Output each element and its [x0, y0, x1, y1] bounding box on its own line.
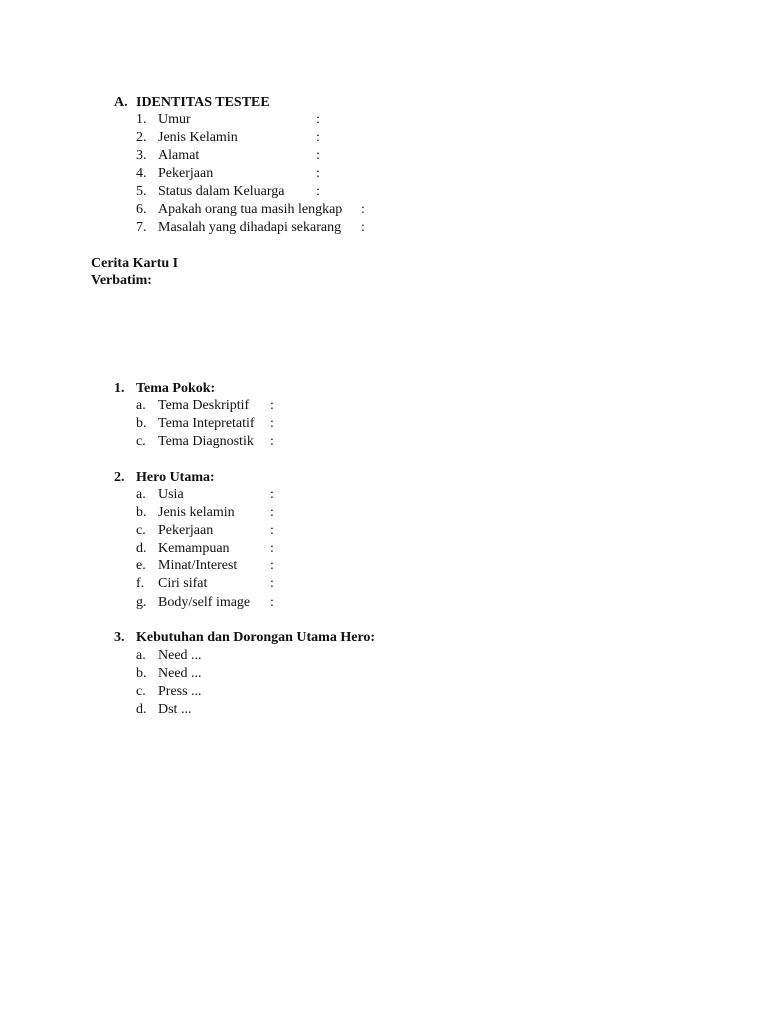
item-label: Tema Diagnostik: [158, 434, 254, 449]
item-letter: e.: [136, 558, 146, 573]
item-label: Pekerjaan: [158, 523, 214, 538]
item-label: Status dalam Keluarga: [158, 184, 285, 199]
verbatim-label: Verbatim:: [91, 273, 152, 288]
item-letter: a.: [136, 648, 146, 663]
item-label: Alamat: [158, 148, 200, 163]
item-number: 2.: [136, 130, 147, 145]
item-colon: :: [316, 112, 320, 127]
item-label: Apakah orang tua masih lengkap: [158, 202, 343, 217]
item-colon: :: [361, 202, 365, 217]
item-label: Need ...: [158, 648, 202, 663]
item-letter: d.: [136, 541, 147, 556]
item-number: 4.: [136, 166, 147, 181]
section-a-marker: A.: [114, 95, 128, 110]
item-label: Masalah yang dihadapi sekarang: [158, 220, 342, 235]
item-colon: :: [270, 434, 274, 449]
item-label: Tema Intepretatif: [158, 416, 255, 431]
item-letter: f.: [136, 576, 145, 591]
item-letter: c.: [136, 434, 146, 449]
item-letter: d.: [136, 702, 147, 717]
item-label: Jenis kelamin: [158, 505, 235, 520]
section-3-title: Kebutuhan dan Dorongan Utama Hero:: [136, 630, 376, 645]
item-colon: :: [270, 487, 274, 502]
item-colon: :: [316, 130, 320, 145]
item-colon: :: [270, 576, 274, 591]
item-number: 3.: [136, 148, 147, 163]
item-letter: b.: [136, 416, 147, 431]
section-3-marker: 3.: [114, 630, 125, 645]
item-colon: :: [316, 184, 320, 199]
item-number: 5.: [136, 184, 147, 199]
story-title: Cerita Kartu I: [91, 256, 179, 271]
item-label: Kemampuan: [158, 541, 230, 556]
item-letter: c.: [136, 523, 146, 538]
item-label: Dst ...: [158, 702, 192, 717]
section-2-heading: [114, 469, 215, 487]
section-a-heading: [114, 94, 270, 112]
item-colon: :: [270, 523, 274, 538]
section-a-title: IDENTITAS TESTEE: [136, 95, 270, 110]
item-colon: :: [316, 148, 320, 163]
item-label: Need ...: [158, 666, 202, 681]
item-label: Jenis Kelamin: [158, 130, 238, 145]
section-2-title: Hero Utama:: [136, 470, 215, 485]
item-colon: :: [270, 595, 274, 610]
section-1-heading: [114, 380, 215, 398]
item-colon: :: [270, 558, 274, 573]
item-label: Press ...: [158, 684, 202, 699]
item-number: 6.: [136, 202, 147, 217]
item-colon: :: [361, 220, 365, 235]
item-label: Pekerjaan: [158, 166, 214, 181]
item-letter: b.: [136, 666, 147, 681]
section-2-marker: 2.: [114, 470, 125, 485]
item-number: 1.: [136, 112, 147, 127]
item-label: Tema Deskriptif: [158, 398, 250, 413]
section-1-title: Tema Pokok:: [136, 381, 216, 396]
item-letter: a.: [136, 398, 146, 413]
item-label: Umur: [158, 112, 191, 127]
item-colon: :: [270, 541, 274, 556]
section-1-marker: 1.: [114, 381, 125, 396]
item-colon: :: [316, 166, 320, 181]
item-colon: :: [270, 416, 274, 431]
item-letter: g.: [136, 595, 147, 610]
item-label: Body/self image: [158, 595, 251, 610]
section-3-heading: [114, 629, 375, 647]
item-letter: b.: [136, 505, 147, 520]
item-label: Usia: [158, 487, 184, 502]
item-label: Minat/Interest: [158, 558, 238, 573]
item-label: Ciri sifat: [158, 576, 208, 591]
item-number: 7.: [136, 220, 147, 235]
item-colon: :: [270, 505, 274, 520]
item-colon: :: [270, 398, 274, 413]
item-letter: c.: [136, 684, 146, 699]
item-letter: a.: [136, 487, 146, 502]
